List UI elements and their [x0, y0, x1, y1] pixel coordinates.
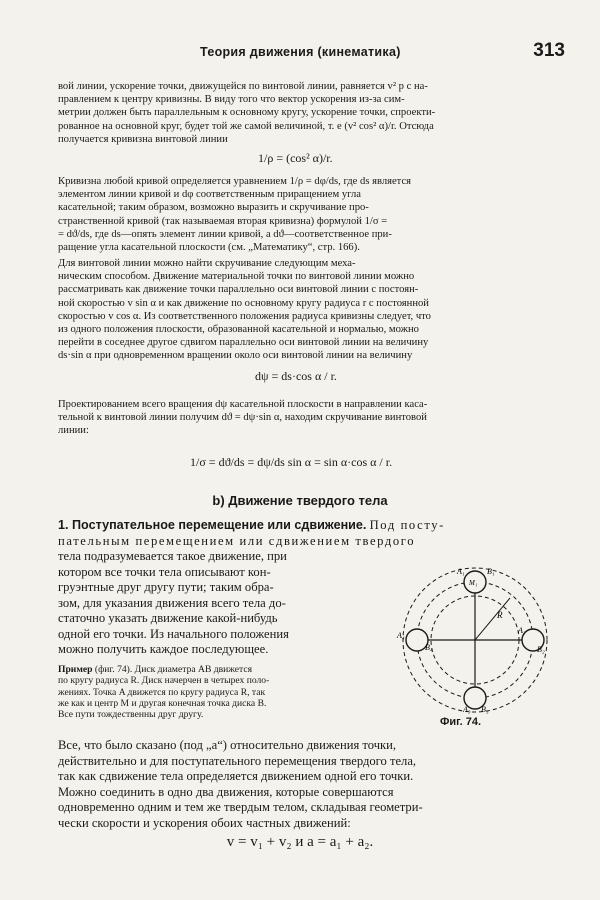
- text-line: ническим способом. Движение материальной точки по винтовой линии можно: [58, 271, 415, 283]
- subsection-heading: 1. Поступательное перемещение или сдвижение.: [58, 518, 367, 532]
- label-a2: A₂: [518, 626, 526, 635]
- text-line: жениях. Точка A движется по кругу радиуса R, так: [58, 686, 266, 698]
- paragraph-torsion-method: [58, 257, 566, 363]
- text-line: правлением к центру кривизны. В виду того что вектор ускорения из-за сим-: [58, 94, 405, 106]
- paragraph-helix-acceleration: [58, 80, 566, 146]
- label-b4: B₄: [425, 643, 433, 652]
- formula-rotation: dψ = ds·cos α / r.: [255, 369, 337, 383]
- text-span: Под посту-: [369, 518, 445, 532]
- text-line: элементом линии кривой и dφ соответственным приращением угла: [58, 189, 361, 201]
- text-line: статочно указать движение какой-нибудь: [58, 611, 278, 625]
- section-title: b) Движение твердого тела: [212, 493, 388, 508]
- label-b2: B₂: [537, 645, 545, 654]
- page-number: 313: [533, 40, 565, 61]
- label-a3: A₃: [463, 705, 471, 714]
- text-line: метрии должен быть параллельным к основному кругу, ускорение точки, спроекти-: [58, 107, 436, 119]
- text-line: ной скоростью v sin α и как движение по основному кругу радиуса r с постоянной: [58, 297, 429, 309]
- page-header: [60, 40, 565, 64]
- paragraph-torsion-projection: [58, 398, 566, 438]
- example-block: [58, 664, 388, 720]
- text-line: одной его точки. Из начального положения: [58, 626, 289, 641]
- text-line: Можно соединить в одно два движения, которые совершаются: [58, 784, 394, 799]
- text-line: рассматривать как движение точки параллельно оси винтовой линии с постоян-: [58, 284, 419, 296]
- text-line: касательной; таким образом, возможно выразить и скручивание про-: [58, 202, 369, 214]
- text-line: ds·sin α при одновременном вращении около оси винтовой линии на величину: [58, 350, 413, 362]
- formula-velocity-acceleration-sum: v = v₁ + v₂ и a = a₁ + a₂.: [226, 834, 374, 850]
- text-line: тельной к винтовой линии получим dϑ = dψ·sin α, находим скручивание винтовой: [58, 412, 427, 424]
- text-line: скоростью v cos α. Из соответственного положения радиуса кривизны следует, что: [58, 310, 431, 322]
- label-b1: B₁: [487, 567, 495, 576]
- text-line: действительно и для поступательного перемещения твердого тела,: [58, 753, 417, 768]
- text-line: одновременно одним и тем же твердым телом, складывая геометри-: [58, 800, 423, 814]
- text-line: перейти в соседнее другое сдвигом параллельно оси винтовой линии на величину: [58, 337, 429, 349]
- text-line: [58, 518, 566, 534]
- running-title: Теория движения (кинематика): [200, 45, 401, 59]
- text-line: по кругу радиуса R. Диск начерчен в четырех поло-: [58, 675, 270, 687]
- label-a4: A₄: [397, 631, 405, 640]
- text-line: пательным перемещением или сдвижением твердого: [58, 533, 416, 548]
- text-line: Кривизна любой кривой определяется уравнением 1/ρ = dφ/ds, где ds является: [58, 176, 412, 187]
- text-line: чески скорости и ускорения обоих частных движений:: [58, 815, 351, 830]
- example-label: Пример: [58, 664, 93, 675]
- text-line: странственной кривой (так называемая вторая кривизна) формулой 1/σ =: [58, 215, 388, 227]
- text-line: = dϑ/ds, где ds—опять элемент линии кривой, a dϑ—соответственное при-: [58, 228, 392, 240]
- formula-curvature: 1/ρ = (cos² α)/r.: [258, 151, 333, 165]
- text-line: линии:: [58, 425, 89, 437]
- paragraph-combined-motion: [58, 738, 566, 831]
- figure-caption: Фиг. 74.: [440, 716, 482, 728]
- text-line: вой линии, ускорение точки, движущейся по винтовой линии, равняется v² р с на-: [58, 81, 428, 92]
- text-span: (фиг. 74). Диск диаметра AB движется: [94, 664, 253, 675]
- label-radius: R: [497, 610, 503, 620]
- label-a1: A₁: [457, 567, 465, 576]
- text-line: Проектированием всего вращения dψ касательной плоскости в направлении каса-: [58, 399, 428, 410]
- text-line: Все, что было сказано (под „а“) относительно движения точки,: [58, 738, 397, 752]
- text-line: так как сдвижение тела определяется движением одной его точки.: [58, 769, 414, 783]
- text-line: Для винтовой линии можно найти скручивание следующим меха-: [58, 258, 356, 269]
- text-line: тела подразумевается такое движение, при: [58, 549, 287, 563]
- text-line: можно получить каждое последующее.: [58, 642, 269, 656]
- text-line: же как и центр M и другая конечная точка диска B.: [58, 697, 267, 709]
- text-line: Все пути тождественны друг другу.: [58, 709, 204, 721]
- text-line: груэнтные друг другу пути; таким обра-: [58, 580, 274, 594]
- text-line: [58, 664, 388, 675]
- label-b3: B₃: [481, 705, 489, 714]
- text-line: рованное на основной круг, будет той же самой величиной, т. е (v² cos² α)/r. Отсюда: [58, 120, 434, 132]
- paragraph-curvature-definition: [58, 175, 566, 254]
- text-line: из одного положения плоскости, образованной касательной и нормалью, можно: [58, 324, 419, 336]
- text-line: котором все точки тела описывают кон-: [58, 564, 271, 579]
- text-line: ращение угла касательной плоскости (см. „Математику“, стр. 166).: [58, 242, 360, 254]
- figure-74-disk-diagram: [395, 560, 555, 720]
- text-line: получается кривизна винтовой линии: [58, 133, 228, 145]
- formula-torsion: 1/σ = dϑ/ds = dψ/ds sin α = sin α·cos α / r.: [190, 455, 393, 469]
- text-line: зом, для указания движения всего тела до-: [58, 595, 286, 610]
- label-m1: M₁: [469, 579, 478, 587]
